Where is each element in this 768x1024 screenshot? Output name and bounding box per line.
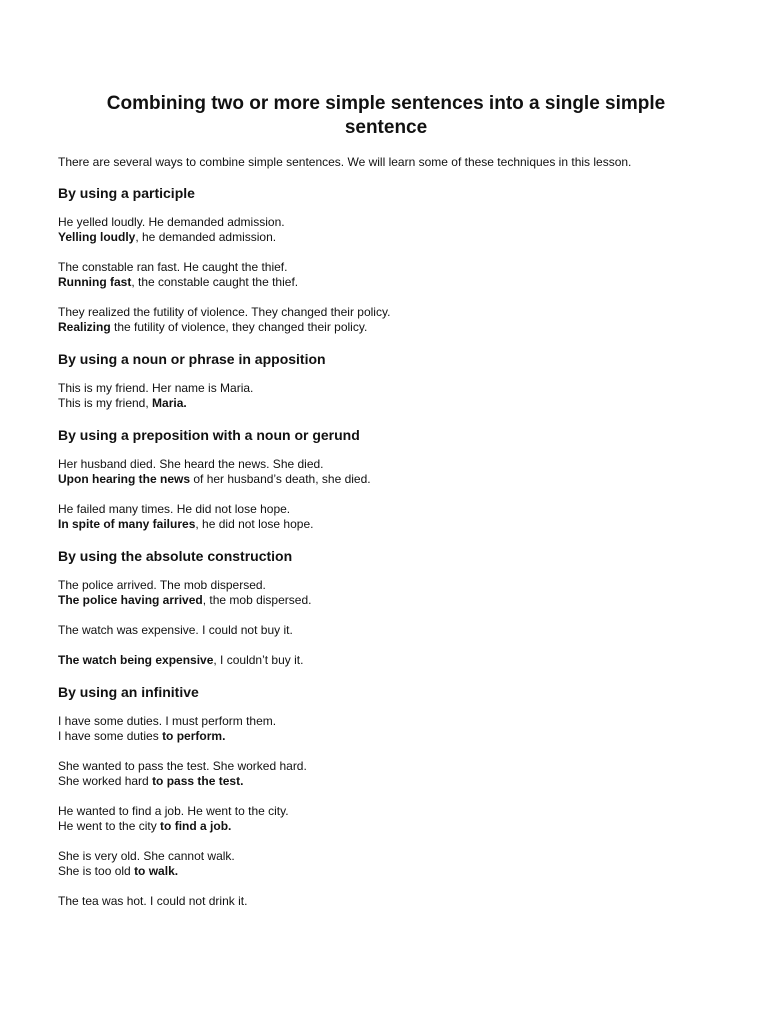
combined-sentence [58, 472, 728, 487]
example-pair [58, 215, 728, 245]
example-pair [58, 759, 728, 789]
example-pair [58, 457, 728, 487]
original-sentence: They realized the futility of violence. They changed their policy. [58, 305, 391, 319]
combined-emphasis: Realizing [58, 320, 111, 334]
example-pair [58, 305, 728, 335]
combined-sentence [58, 320, 728, 335]
combined-emphasis: The police having arrived [58, 593, 203, 607]
combined-prefix: He went to the city [58, 819, 161, 833]
combined-emphasis: to find a job. [160, 819, 232, 833]
example-pair [58, 894, 728, 909]
example-pair [58, 260, 728, 290]
combined-emphasis: Running fast [58, 275, 132, 289]
original-sentence: The police arrived. The mob dispersed. [58, 578, 266, 592]
original-sentence: She wanted to pass the test. She worked hard. [58, 759, 307, 773]
example-pair [58, 502, 728, 532]
combined-prefix: She worked hard [58, 774, 153, 788]
original-sentence: Her husband died. She heard the news. She died. [58, 457, 324, 471]
original-sentence: The constable ran fast. He caught the thief. [58, 260, 288, 274]
combined-prefix: This is my friend, [58, 396, 153, 410]
combined-prefix: I have some duties [58, 729, 163, 743]
original-sentence: I have some duties. I must perform them. [58, 714, 277, 728]
combined-emphasis: Yelling loudly [58, 230, 136, 244]
example-pair [58, 849, 728, 879]
original-sentence: This is my friend. Her name is Maria. [58, 381, 254, 395]
example-pair [58, 804, 728, 834]
example-pair [58, 623, 728, 668]
section-heading: By using an infinitive [58, 684, 199, 700]
combined-sentence [58, 864, 728, 879]
section-preposition [58, 426, 728, 532]
example-pair [58, 714, 728, 744]
section-apposition [58, 350, 728, 411]
combined-sentence [58, 275, 728, 290]
combined-sentence [58, 729, 728, 744]
section-absolute-construction [58, 547, 728, 668]
combined-emphasis: Upon hearing the news [58, 472, 191, 486]
original-sentence: He yelled loudly. He demanded admission. [58, 215, 285, 229]
combined-emphasis: The watch being expensive [58, 653, 214, 667]
combined-emphasis: Maria. [152, 396, 187, 410]
combined-remainder: , he did not lose hope. [195, 517, 314, 531]
combined-remainder: , he demanded admission. [135, 230, 277, 244]
intro-paragraph: There are several ways to combine simple sentences. We will learn some of these techniques in this lesson. [58, 155, 632, 169]
combined-sentence [58, 230, 728, 245]
combined-remainder: , I couldn’t buy it. [213, 653, 304, 667]
combined-sentence [58, 517, 728, 532]
combined-sentence [58, 819, 728, 834]
combined-emphasis: to perform. [162, 729, 226, 743]
original-sentence: The tea was hot. I could not drink it. [58, 894, 248, 908]
combined-remainder: of her husband’s death, she died. [190, 472, 371, 486]
example-pair [58, 381, 728, 411]
combined-sentence [58, 593, 728, 608]
combined-emphasis: to pass the test. [152, 774, 244, 788]
section-participle [58, 184, 728, 335]
example-pair [58, 578, 728, 608]
section-heading: By using the absolute construction [58, 548, 293, 564]
combined-emphasis: In spite of many failures [58, 517, 196, 531]
original-sentence: He wanted to find a job. He went to the city. [58, 804, 289, 818]
combined-sentence [58, 774, 728, 789]
combined-remainder: , the constable caught the thief. [131, 275, 299, 289]
original-sentence: The watch was expensive. I could not buy it. [58, 623, 293, 637]
section-heading: By using a noun or phrase in apposition [58, 351, 326, 367]
combined-sentence [58, 396, 728, 411]
original-sentence: He failed many times. He did not lose hope. [58, 502, 291, 516]
document-title: Combining two or more simple sentences into a single simple sentence [106, 93, 666, 138]
combined-sentence [58, 653, 728, 668]
combined-remainder: , the mob dispersed. [202, 593, 312, 607]
original-sentence: She is very old. She cannot walk. [58, 849, 235, 863]
section-heading: By using a preposition with a noun or gerund [58, 427, 360, 443]
combined-remainder: the futility of violence, they changed their policy. [110, 320, 368, 334]
section-infinitive [58, 683, 728, 909]
section-heading: By using a participle [58, 185, 195, 201]
combined-emphasis: to walk. [134, 864, 179, 878]
combined-prefix: She is too old [58, 864, 135, 878]
